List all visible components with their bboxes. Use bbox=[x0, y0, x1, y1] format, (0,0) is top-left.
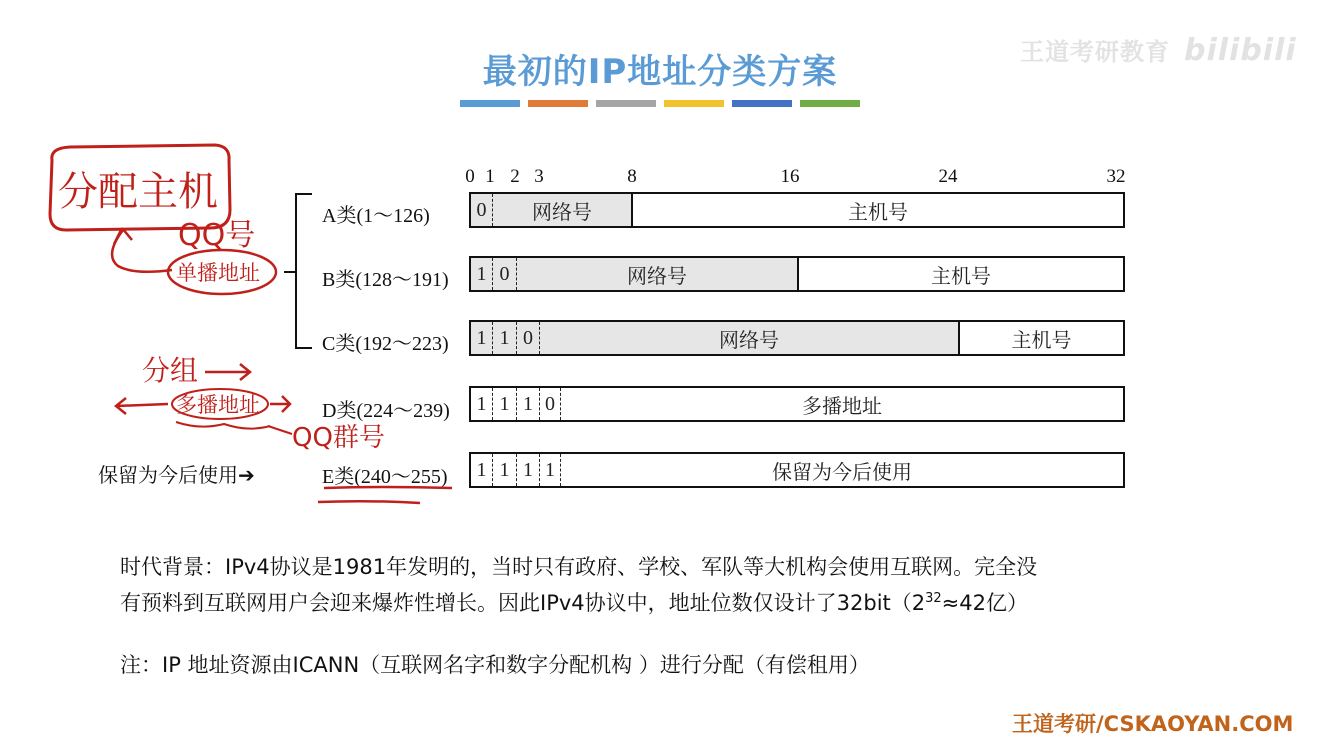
class-e-label: E类(240～255) bbox=[322, 466, 448, 488]
bit-position-label: 1 bbox=[485, 166, 495, 187]
superscript-32: 32 bbox=[925, 591, 942, 606]
bit-position-label: 3 bbox=[534, 166, 544, 187]
bilibili-logo: bilibili bbox=[1184, 33, 1297, 68]
class-bit: 1 bbox=[471, 258, 493, 290]
handwritten-arrow bbox=[270, 396, 290, 412]
class-bit: 1 bbox=[517, 454, 540, 486]
reserved-side-text: 保留为今后使用 bbox=[98, 463, 238, 487]
arrow-right-icon: ➔ bbox=[238, 463, 255, 487]
handwritten-assign-host: 分配主机 bbox=[58, 169, 218, 215]
bit-position-label: 0 bbox=[465, 166, 475, 187]
watermark-text: 王道考研教育 bbox=[1020, 38, 1170, 66]
class-bit: 1 bbox=[493, 322, 517, 354]
host-field: 主机号 bbox=[931, 265, 991, 288]
handwritten-underline bbox=[176, 422, 270, 429]
bit-position-label: 16 bbox=[780, 166, 800, 187]
handwritten-arrow bbox=[205, 364, 250, 380]
note-paragraph: 注：IP 地址资源由ICANN（互联网名字和数字分配机构 ）进行分配（有偿租用） bbox=[120, 653, 870, 677]
handwritten-qq-group: QQ群号 bbox=[292, 423, 385, 453]
handwritten-group: 分组 bbox=[142, 354, 199, 387]
host-field: 主机号 bbox=[1011, 329, 1072, 352]
background-line-1: 时代背景：IPv4协议是1981年发明的，当时只有政府、学校、军队等大机构会使用互联网。完全没 bbox=[120, 555, 1038, 579]
class-bit: 1 bbox=[540, 454, 561, 486]
class-bit: 1 bbox=[471, 454, 493, 486]
class-bit: 1 bbox=[517, 388, 540, 420]
network-field: 网络号 bbox=[517, 258, 799, 290]
handwritten-arrow bbox=[116, 398, 168, 414]
class-bit: 0 bbox=[517, 322, 540, 354]
class-bit: 0 bbox=[493, 258, 517, 290]
bit-position-label: 2 bbox=[510, 166, 520, 187]
class-bracket bbox=[284, 194, 312, 348]
class-bit: 1 bbox=[471, 388, 493, 420]
bit-position-label: 8 bbox=[627, 166, 637, 187]
handwritten-arrow bbox=[112, 228, 172, 272]
class-bit: 0 bbox=[540, 388, 561, 420]
bit-position-label: 32 bbox=[1106, 166, 1126, 187]
handwritten-qq-number: QQ号 bbox=[178, 218, 256, 253]
multicast-label: 多播地址 bbox=[176, 393, 260, 417]
slide-title: 最初的IP地址分类方案 bbox=[482, 52, 838, 92]
reserved-field: 保留为今后使用 bbox=[772, 461, 912, 484]
host-field: 主机号 bbox=[848, 201, 908, 224]
background-paragraph bbox=[120, 552, 1210, 619]
background-line-2: 有预料到互联网用户会迎来爆炸性增长。因此IPv4协议中，地址位数仅设计了$32bit(2^{32}\approx 42$亿） bbox=[120, 591, 1028, 615]
class-bit: 1 bbox=[493, 388, 517, 420]
bit-position-label: 24 bbox=[938, 166, 958, 187]
network-field: 网络号 bbox=[493, 194, 633, 226]
class-a-label: A类(1～126) bbox=[322, 205, 430, 227]
multicast-field: 多播地址 bbox=[802, 395, 882, 418]
class-c-label: C类(192～223) bbox=[322, 333, 449, 355]
footer-brand: 王道考研/CSKAOYAN.COM bbox=[1012, 712, 1294, 736]
handwritten-arrow bbox=[268, 426, 292, 434]
class-bit: 1 bbox=[493, 454, 517, 486]
class-d-label: D类(224～239) bbox=[322, 400, 450, 422]
network-field: 网络号 bbox=[540, 322, 960, 354]
class-bit: 0 bbox=[471, 194, 493, 226]
unicast-label: 单播地址 bbox=[176, 261, 260, 285]
class-bit: 1 bbox=[471, 322, 493, 354]
handwritten-underline bbox=[318, 487, 452, 503]
class-b-label: B类(128～191) bbox=[322, 269, 449, 291]
